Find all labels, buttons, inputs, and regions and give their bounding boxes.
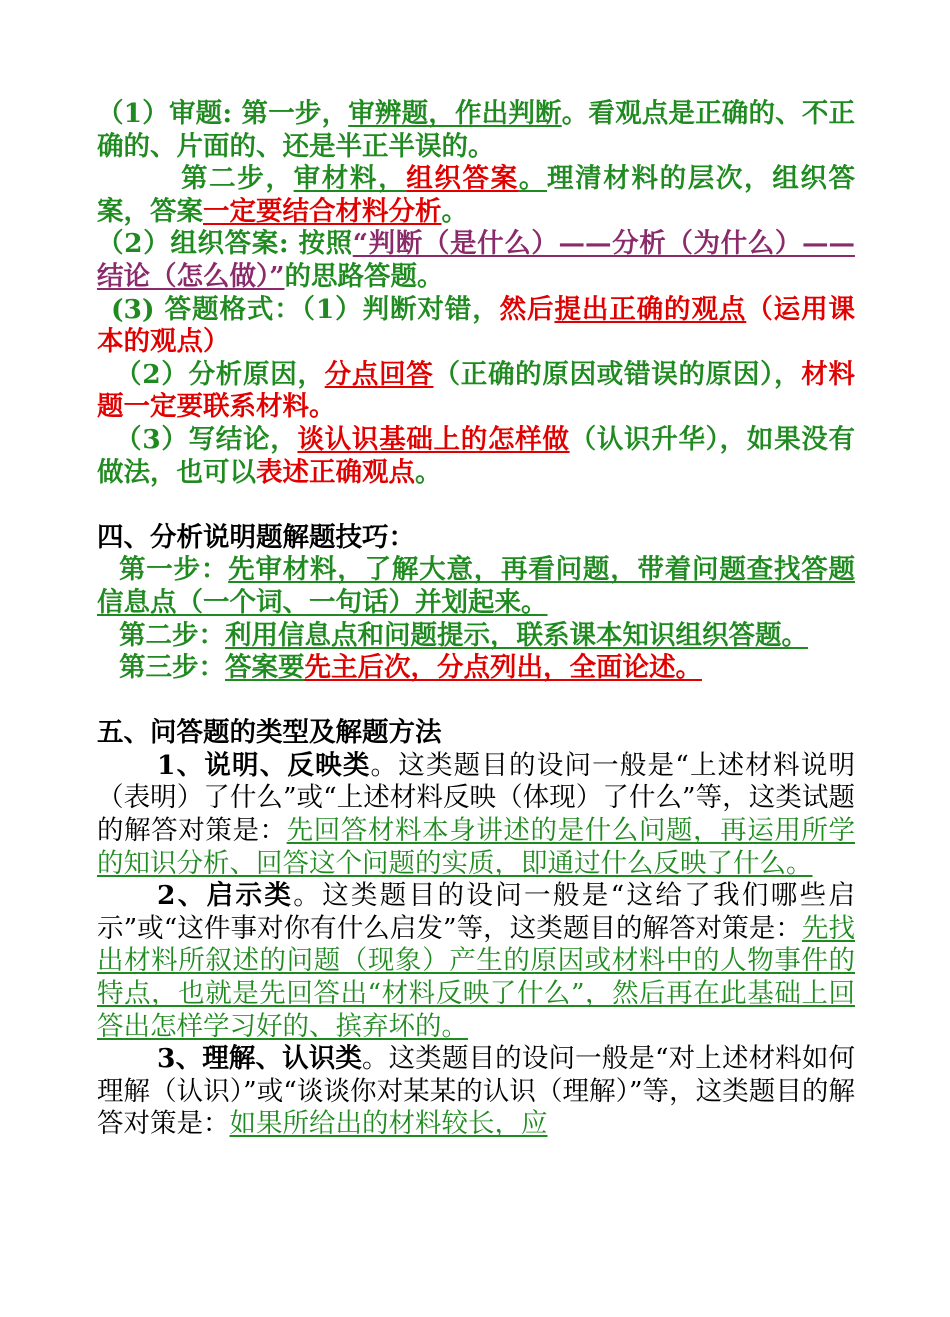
text-span: 。: [441, 195, 468, 227]
text-span: （认识升华），如果没有做法，也可以: [97, 423, 856, 488]
text-span: 。: [415, 456, 442, 488]
underlined-text: “判断（是什么）——分析（为什么）——结论（怎么做）”: [97, 228, 855, 292]
section-heading-4: 四、分析说明题解题技巧：: [97, 521, 415, 553]
underlined-text: 分点回答: [324, 358, 434, 390]
s4-step3: [97, 652, 855, 685]
text-span: 表述正确观点: [256, 456, 415, 488]
underlined-answer: 先找出材料所叙述的问题（现象）产生的原因或材料中的人物事件的特点，也就是先回答出“材料反映了什么”，然后再在此基础上回答出怎样学习好的、摈弃坏的。: [97, 912, 856, 1042]
text-span: 第二步，: [181, 163, 294, 195]
text-span: （正确的原因或错误的原因），: [433, 358, 802, 390]
underlined-text: 。: [518, 163, 547, 195]
underlined-text: 先审材料，了解大意，再看问题，带着问题查找答题信息点（一个词、一句话）并划起来。: [97, 554, 856, 618]
underlined-text: 组织答案: [406, 163, 519, 195]
s5-item-3: [97, 1043, 855, 1141]
document-page: [97, 98, 855, 1141]
text-span: （1）审题: 第一步，: [97, 98, 349, 129]
spacer: [97, 685, 855, 718]
spacer: [97, 489, 855, 522]
text-span: （运用课本的观点）: [97, 293, 855, 358]
item-title: 2、启示类: [157, 880, 294, 912]
s5-item-1: [97, 750, 855, 880]
s5-item-2: [97, 880, 855, 1043]
underlined-text: 一定要结合材料分析: [203, 195, 442, 227]
text-span: （2）组织答案: 按照: [97, 228, 353, 260]
text-span: 。看观点是正确的、不正确的、片面的、还是半正半误的。: [97, 98, 856, 162]
s1-line-zuzhi: [97, 228, 855, 293]
text-span: 然后: [499, 293, 555, 325]
text-span: 的思路答题。: [284, 260, 444, 292]
s1-line-shenti: [97, 98, 855, 163]
s4-step1: [97, 554, 855, 619]
underlined-text: 答案要: [225, 652, 305, 684]
text-span: 。这类题目的设问一般是“这给了我们哪些启示”或“这件事对你有什么启发”等，这类题目的解答对策是：: [97, 880, 855, 944]
text-span: （3）写结论，: [115, 423, 298, 455]
text-span: 。这类题目的设问一般是“上述材料说明（表明）了什么”或“上述材料反映（体现）了什么”等，这类试题的解答对策是：: [97, 749, 855, 847]
underlined-answer: 如果所给出的材料较长，应: [229, 1108, 548, 1140]
text-span: (3) 答题格式：（1）判断对错，: [111, 293, 500, 325]
text-span: 第三步：: [119, 652, 225, 684]
underlined-answer: 先回答材料本身讲述的是什么问题，再运用所学的知识分析、回答这个问题的实质，即通过什么反映了什么。: [97, 815, 856, 879]
s4-step2: [97, 620, 855, 653]
text-span: 。这类题目的设问一般是“对上述材料如何理解（认识）”或“谈谈你对某某的认识（理解）”等，这类题目的解答对策是：: [97, 1043, 855, 1140]
underlined-text: 谈认识基础上的怎样做: [297, 423, 570, 455]
underlined-text: 先主后次，分点列出，全面论述。: [304, 652, 702, 684]
underlined-text: 审材料，: [293, 163, 407, 195]
s1-line-reason: [97, 359, 855, 424]
item-title: 3、理解、认识类: [157, 1043, 363, 1075]
text-span: 理清材料的层次，组织答案，答案: [97, 163, 856, 227]
text-span: （2）分析原因，: [115, 358, 325, 390]
item-title: 1、说明、反映类: [157, 749, 371, 781]
text-span: 材料题一定要联系材料。: [97, 358, 855, 423]
section-heading-5: 五、问答题的类型及解题方法: [97, 717, 442, 749]
text-span: 第二步：: [119, 619, 225, 651]
s1-line-step2: [97, 163, 855, 228]
s1-line-format: [97, 294, 855, 359]
text-span: 第一步：: [119, 554, 229, 586]
underlined-text: 提出正确的观点: [554, 293, 747, 325]
underlined-text: 审辨题，作出判断: [348, 98, 562, 129]
s1-line-conclusion: [97, 424, 855, 489]
underlined-text: 利用信息点和问题提示，联系课本知识组织答题。: [225, 619, 808, 651]
